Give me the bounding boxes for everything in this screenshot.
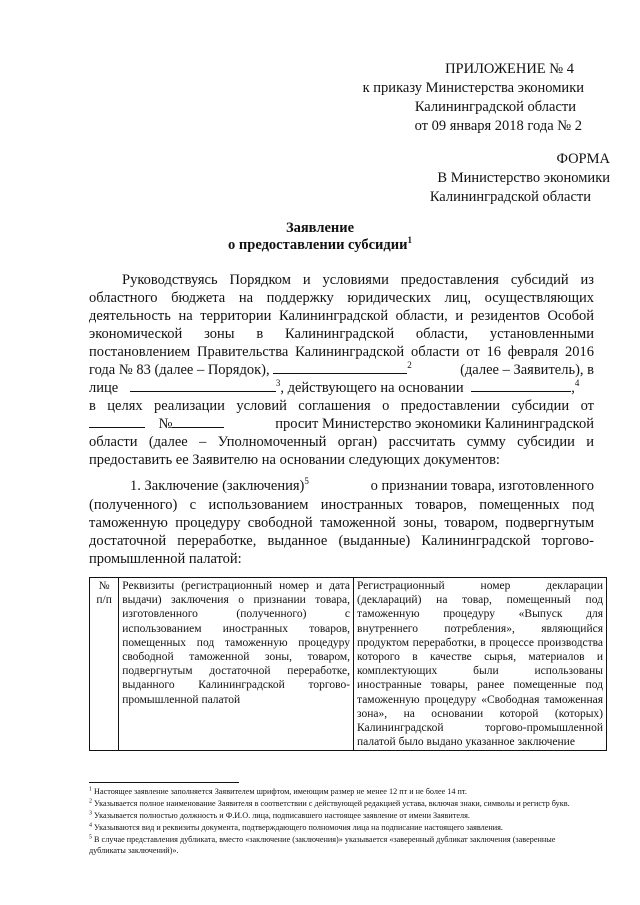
paragraph-1-line-1: Руководствуясь Порядком и условиями предоставления субсидий из	[122, 272, 594, 288]
footnote-separator	[89, 782, 239, 783]
paragraph-2-line-3: таможенную процедуру свободной таможенной зоны, товаром, подвергнутым	[89, 515, 594, 531]
footnote-ref: 1	[407, 235, 412, 246]
paragraph-2-line-5: промышленной палатой:	[89, 551, 242, 567]
paragraph-2-line-4: достаточной переработке, выданное (выданные) Калининградской торгово-	[89, 533, 594, 549]
document-title: Заявление	[285, 220, 355, 236]
authority-basis-blank	[471, 379, 571, 392]
paragraph-1-line-9: № просит Министерство экономики Калининградской	[89, 415, 594, 433]
paragraph-1-line-2: областного бюджета на поддержку юридических лиц, осуществляющих	[89, 290, 594, 306]
form-label: ФОРМА	[556, 151, 610, 167]
paragraph-1-line-4: экономической зоны в Калининградской области, установленными	[89, 326, 594, 342]
addressee-line-2: Калининградской области	[429, 189, 591, 205]
paragraph-1-line-6: года № 83 (далее – Порядок), $^2$ (далее – Заявитель), в	[89, 360, 594, 378]
paragraph-2-line-1: 1. Заключение (заключения)$^5$ о признании товара, изготовленного	[130, 476, 594, 494]
table-header-row	[90, 578, 607, 751]
footnote-2: $^2$ Указывается полное наименование Заявителя в соответствии с действующей редакцией устава, включая знаки, символы и регистр букв.	[89, 798, 570, 808]
documents-table	[89, 577, 607, 751]
agreement-number-blank	[172, 415, 224, 428]
paragraph-1-line-8: в целях реализации условий соглашения о предоставлении субсидии от	[89, 398, 594, 414]
paragraph-1-line-10: области (далее – Уполномоченный орган) рассчитать сумму субсидии и	[89, 434, 594, 450]
representative-blank	[130, 379, 276, 392]
table-header-number: № п/п	[90, 578, 119, 751]
appendix-region: Калининградской области	[414, 99, 576, 115]
paragraph-1-line-5: постановлением Правительства Калининградской области от 16 февраля 2016	[89, 344, 594, 360]
appendix-title: ПРИЛОЖЕНИЕ № 4	[445, 61, 574, 77]
paragraph-1-line-11: предоставить ее Заявителю на основании следующих документов:	[89, 452, 500, 468]
paragraph-2-line-2: (полученного) с использованием иностранных товаров, помещенных под	[89, 497, 594, 513]
footnote-1: $^1$ Настоящее заявление заполняется Заявителем шрифтом, имеющим размер не менее 12 пт и не более 14 пт.	[89, 786, 467, 796]
agreement-date-blank	[89, 415, 145, 428]
table-header-declaration-number: Регистрационный номер декларации (деклараций) на товар, помещенный под таможенную процедуру «Выпуск для внутреннего потребления», являющийся продуктом переработки, в процессе производства которого в качестве сырья, материалов и комплектующих были использованы иностранные товары, ранее помещенные под таможенную процедуру «Свободная таможенная зона», на основании которой (которых) Калининградской торгово-промышленной палатой было выдано указанное заключение	[354, 578, 607, 751]
footnote-3: $^3$ Указывается полностью должность и Ф.И.О. лица, подписавшего настоящее заявление от имени Заявителя.	[89, 810, 470, 820]
document-subtitle: о предоставлении субсидии$^1$	[228, 235, 412, 253]
paragraph-1-line-3: деятельность на территории Калининградской области, и резидентов Особой	[89, 308, 594, 324]
paragraph-1-line-7: лице $^3$, действующего на основании ,$^4$	[89, 378, 580, 396]
addressee-line-1: В Министерство экономики	[437, 170, 610, 186]
applicant-name-blank	[273, 361, 407, 374]
appendix-order-ref: к приказу Министерства экономики	[362, 80, 584, 96]
footnote-4: $^4$ Указываются вид и реквизиты документа, подтверждающего полномочия лица на подписание настоящего заявления.	[89, 822, 503, 832]
appendix-date: от 09 января 2018 года № 2	[414, 118, 582, 134]
footnote-5: $^5$ В случае представления дубликата, вместо «заключение (заключения)» указывается «заверенный дубликат заключения (заверенные дубликаты заключений)».	[89, 834, 556, 855]
table-header-conclusion-details: Реквизиты (регистрационный номер и дата выдачи) заключения о признании товара, изготовленного (полученного) с использованием иностранных товаров, помещенных под таможенную процедуру свободной таможенной зоны, товаром, подвергнутым достаточной переработке, выданного Калининградской торгово-промышленной палатой	[119, 578, 354, 751]
